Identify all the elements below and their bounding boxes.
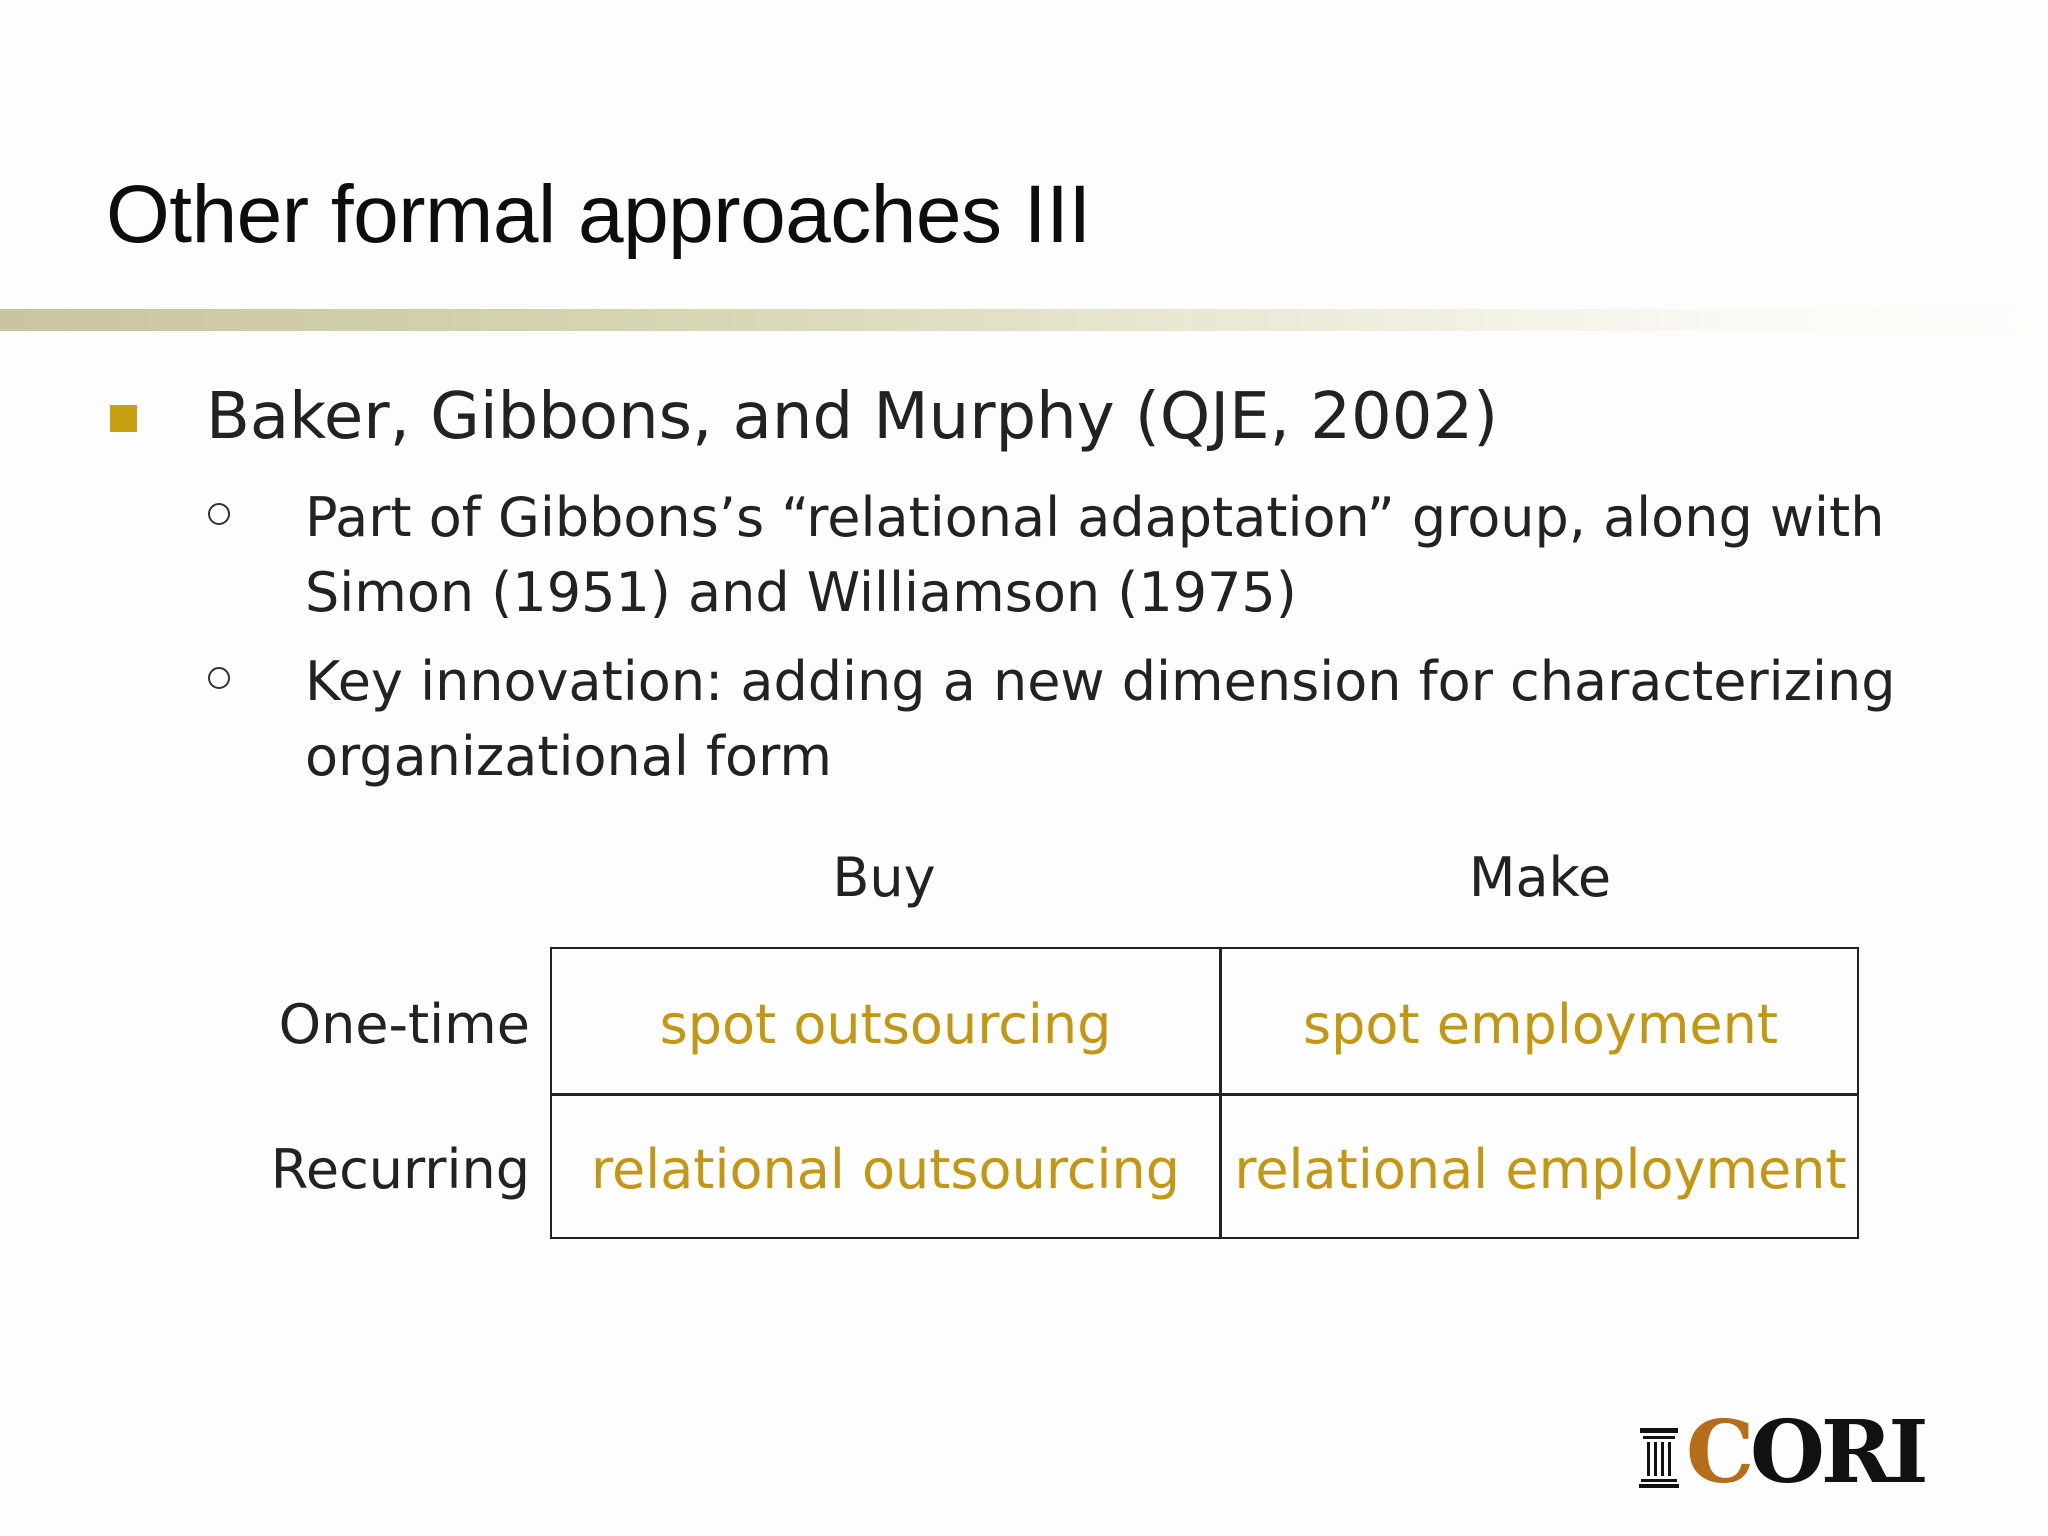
bullet-level1-text: Baker, Gibbons, and Murphy (QJE, 2002) [206, 380, 1499, 454]
column-header-make: Make [1468, 846, 1612, 909]
table-divider-horizontal [552, 1093, 1857, 1096]
sub-bullet-2-line1: Key innovation: adding a new dimension for characterizing [305, 650, 1896, 713]
column-header-buy: Buy [832, 846, 936, 909]
circle-bullet-icon [208, 503, 230, 525]
logo-letters-ori: ORI [1750, 1402, 1925, 1503]
row-header-recurring: Recurring [270, 1138, 530, 1201]
row-header-one-time: One-time [278, 993, 530, 1056]
title-underline-bar [0, 309, 2048, 331]
logo-letter-c: C [1686, 1402, 1755, 1503]
table-cell: spot employment [1302, 993, 1779, 1056]
pillar-icon [1638, 1426, 1680, 1488]
sub-bullet-1 [305, 480, 1884, 630]
square-bullet-icon [110, 405, 137, 432]
sub-bullet-2-line2: organizational form [305, 725, 832, 788]
cori-logo [1638, 1402, 1938, 1503]
table-cell: relational employment [1234, 1138, 1847, 1201]
circle-bullet-icon [208, 667, 230, 689]
table-cell: spot outsourcing [659, 993, 1112, 1056]
table-cell: relational outsourcing [590, 1138, 1181, 1201]
sub-bullet-2 [305, 644, 1896, 794]
org-form-table [550, 947, 1859, 1239]
slide-title: Other formal approaches III [106, 169, 1091, 260]
sub-bullet-1-line2: Simon (1951) and Williamson (1975) [305, 561, 1297, 624]
sub-bullet-1-line1: Part of Gibbons’s “relational adaptation” group, along with [305, 486, 1885, 549]
